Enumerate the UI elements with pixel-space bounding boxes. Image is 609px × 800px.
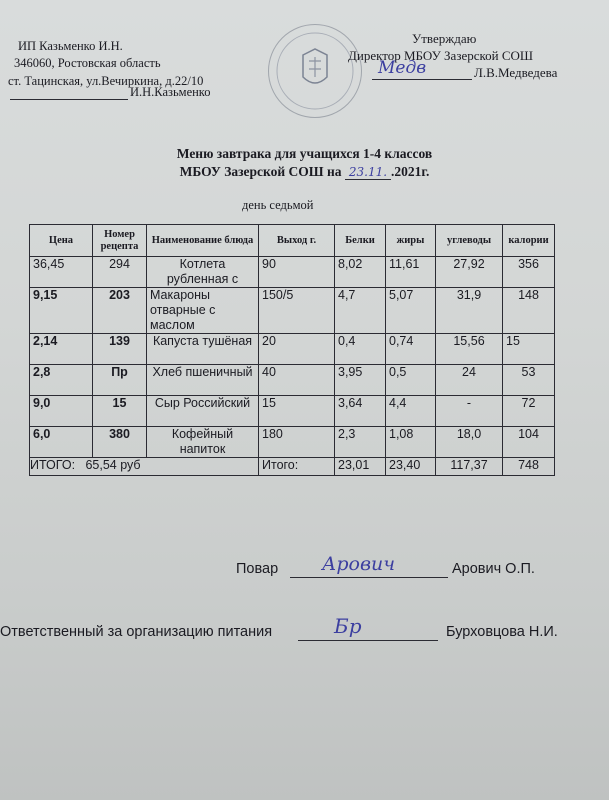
table-row <box>30 396 555 427</box>
cell-dish: Котлета рубленная с <box>147 257 259 288</box>
cell-dish: Хлеб пшеничный <box>147 365 259 396</box>
org-signer: И.Н.Казьменко <box>130 85 211 99</box>
cell-recipe: 203 <box>93 288 147 334</box>
org-address-line: 346060, Ростовская область <box>14 56 161 70</box>
total-fat: 23,40 <box>386 458 436 476</box>
table-row <box>30 365 555 396</box>
cell-yield: 40 <box>259 365 335 396</box>
total-price: ИТОГО: 65,54 руб <box>30 458 259 476</box>
cell-carbs: 15,56 <box>436 334 503 365</box>
table-row <box>30 257 555 288</box>
responsible-label: Ответственный за организацию питания <box>0 624 273 640</box>
cell-recipe: 139 <box>93 334 147 365</box>
responsible-name: Бурховцова Н.И. <box>446 624 558 640</box>
header-price: Цена <box>30 225 93 257</box>
cell-yield: 150/5 <box>259 288 335 334</box>
table-total-row <box>30 458 555 476</box>
cell-protein: 4,7 <box>335 288 386 334</box>
total-label: Итого: <box>259 458 335 476</box>
header-kcal: калории <box>503 225 555 257</box>
cell-dish: Сыр Российский <box>147 396 259 427</box>
school-name: МБОУ Зазерской СОШ <box>179 164 324 179</box>
cell-fat: 5,07 <box>386 288 436 334</box>
total-kcal: 748 <box>503 458 555 476</box>
cell-carbs: 27,92 <box>436 257 503 288</box>
cell-kcal: 104 <box>503 427 555 458</box>
date-prefix: на <box>326 164 342 179</box>
cell-kcal: 15 <box>503 334 555 365</box>
cell-recipe: 15 <box>93 396 147 427</box>
day-label: день седьмой <box>242 198 314 212</box>
cell-price: 2,8 <box>30 365 93 396</box>
cook-label: Повар <box>236 561 279 577</box>
table-row <box>30 427 555 458</box>
cell-yield: 180 <box>259 427 335 458</box>
cell-fat: 0,5 <box>386 365 436 396</box>
cell-recipe: 380 <box>93 427 147 458</box>
cell-yield: 90 <box>259 257 335 288</box>
date-year: .2021г. <box>391 164 430 179</box>
cell-fat: 1,08 <box>386 427 436 458</box>
approval-position: Директор МБОУ Зазерской СОШ <box>348 48 534 63</box>
cell-yield: 20 <box>259 334 335 365</box>
cell-kcal: 72 <box>503 396 555 427</box>
total-protein: 23,01 <box>335 458 386 476</box>
total-carbs: 117,37 <box>436 458 503 476</box>
cell-price: 36,45 <box>30 257 93 288</box>
header-yield: Выход г. <box>259 225 335 257</box>
approval-name: Л.В.Медведева <box>474 65 558 80</box>
cell-protein: 0,4 <box>335 334 386 365</box>
header-protein: Белки <box>335 225 386 257</box>
cell-kcal: 356 <box>503 257 555 288</box>
approval-signature-line <box>372 79 472 80</box>
cell-carbs: 18,0 <box>436 427 503 458</box>
header-dish: Наименование блюда <box>147 225 259 257</box>
cell-fat: 0,74 <box>386 334 436 365</box>
signature-line <box>10 99 128 100</box>
cell-protein: 3,64 <box>335 396 386 427</box>
responsible-signature-line <box>298 640 438 641</box>
header-carbs: углеводы <box>436 225 503 257</box>
cell-carbs: 24 <box>436 365 503 396</box>
cell-fat: 11,61 <box>386 257 436 288</box>
cell-kcal: 53 <box>503 365 555 396</box>
responsible-signature: Бр <box>334 614 362 638</box>
cell-protein: 8,02 <box>335 257 386 288</box>
approval-signature: Медв <box>378 58 427 78</box>
cook-signature: Арович <box>322 553 396 575</box>
cell-dish: Капуста тушёная <box>147 334 259 365</box>
cell-price: 9,0 <box>30 396 93 427</box>
cell-price: 9,15 <box>30 288 93 334</box>
cell-carbs: 31,9 <box>436 288 503 334</box>
cell-carbs: - <box>436 396 503 427</box>
cell-fat: 4,4 <box>386 396 436 427</box>
table-header-row <box>30 225 555 257</box>
menu-title-line2 <box>0 163 609 181</box>
table-row <box>30 334 555 365</box>
org-street-line: ст. Тацинская, ул.Вечиркина, д.22/10 <box>8 74 204 88</box>
menu-table <box>29 224 555 476</box>
cell-kcal: 148 <box>503 288 555 334</box>
cell-protein: 2,3 <box>335 427 386 458</box>
cell-dish: Кофейный напиток <box>147 427 259 458</box>
cell-recipe: Пр <box>93 365 147 396</box>
cell-yield: 15 <box>259 396 335 427</box>
header-fat: жиры <box>386 225 436 257</box>
official-stamp <box>268 24 362 118</box>
table-row <box>30 288 555 334</box>
cell-price: 2,14 <box>30 334 93 365</box>
cell-price: 6,0 <box>30 427 93 458</box>
handwritten-date: 23.11. <box>345 165 391 180</box>
cell-protein: 3,95 <box>335 365 386 396</box>
cell-dish: Макароны отварные с маслом <box>147 288 259 334</box>
cook-signature-line <box>290 577 448 578</box>
header-recipe: Номер рецепта <box>93 225 147 257</box>
cook-name: Арович О.П. <box>452 561 535 577</box>
cell-recipe: 294 <box>93 257 147 288</box>
approval-title: Утверждаю <box>412 31 477 46</box>
menu-title: Меню завтрака для учащихся 1-4 классов <box>176 146 433 161</box>
org-name: ИП Казьменко И.Н. <box>18 39 123 53</box>
